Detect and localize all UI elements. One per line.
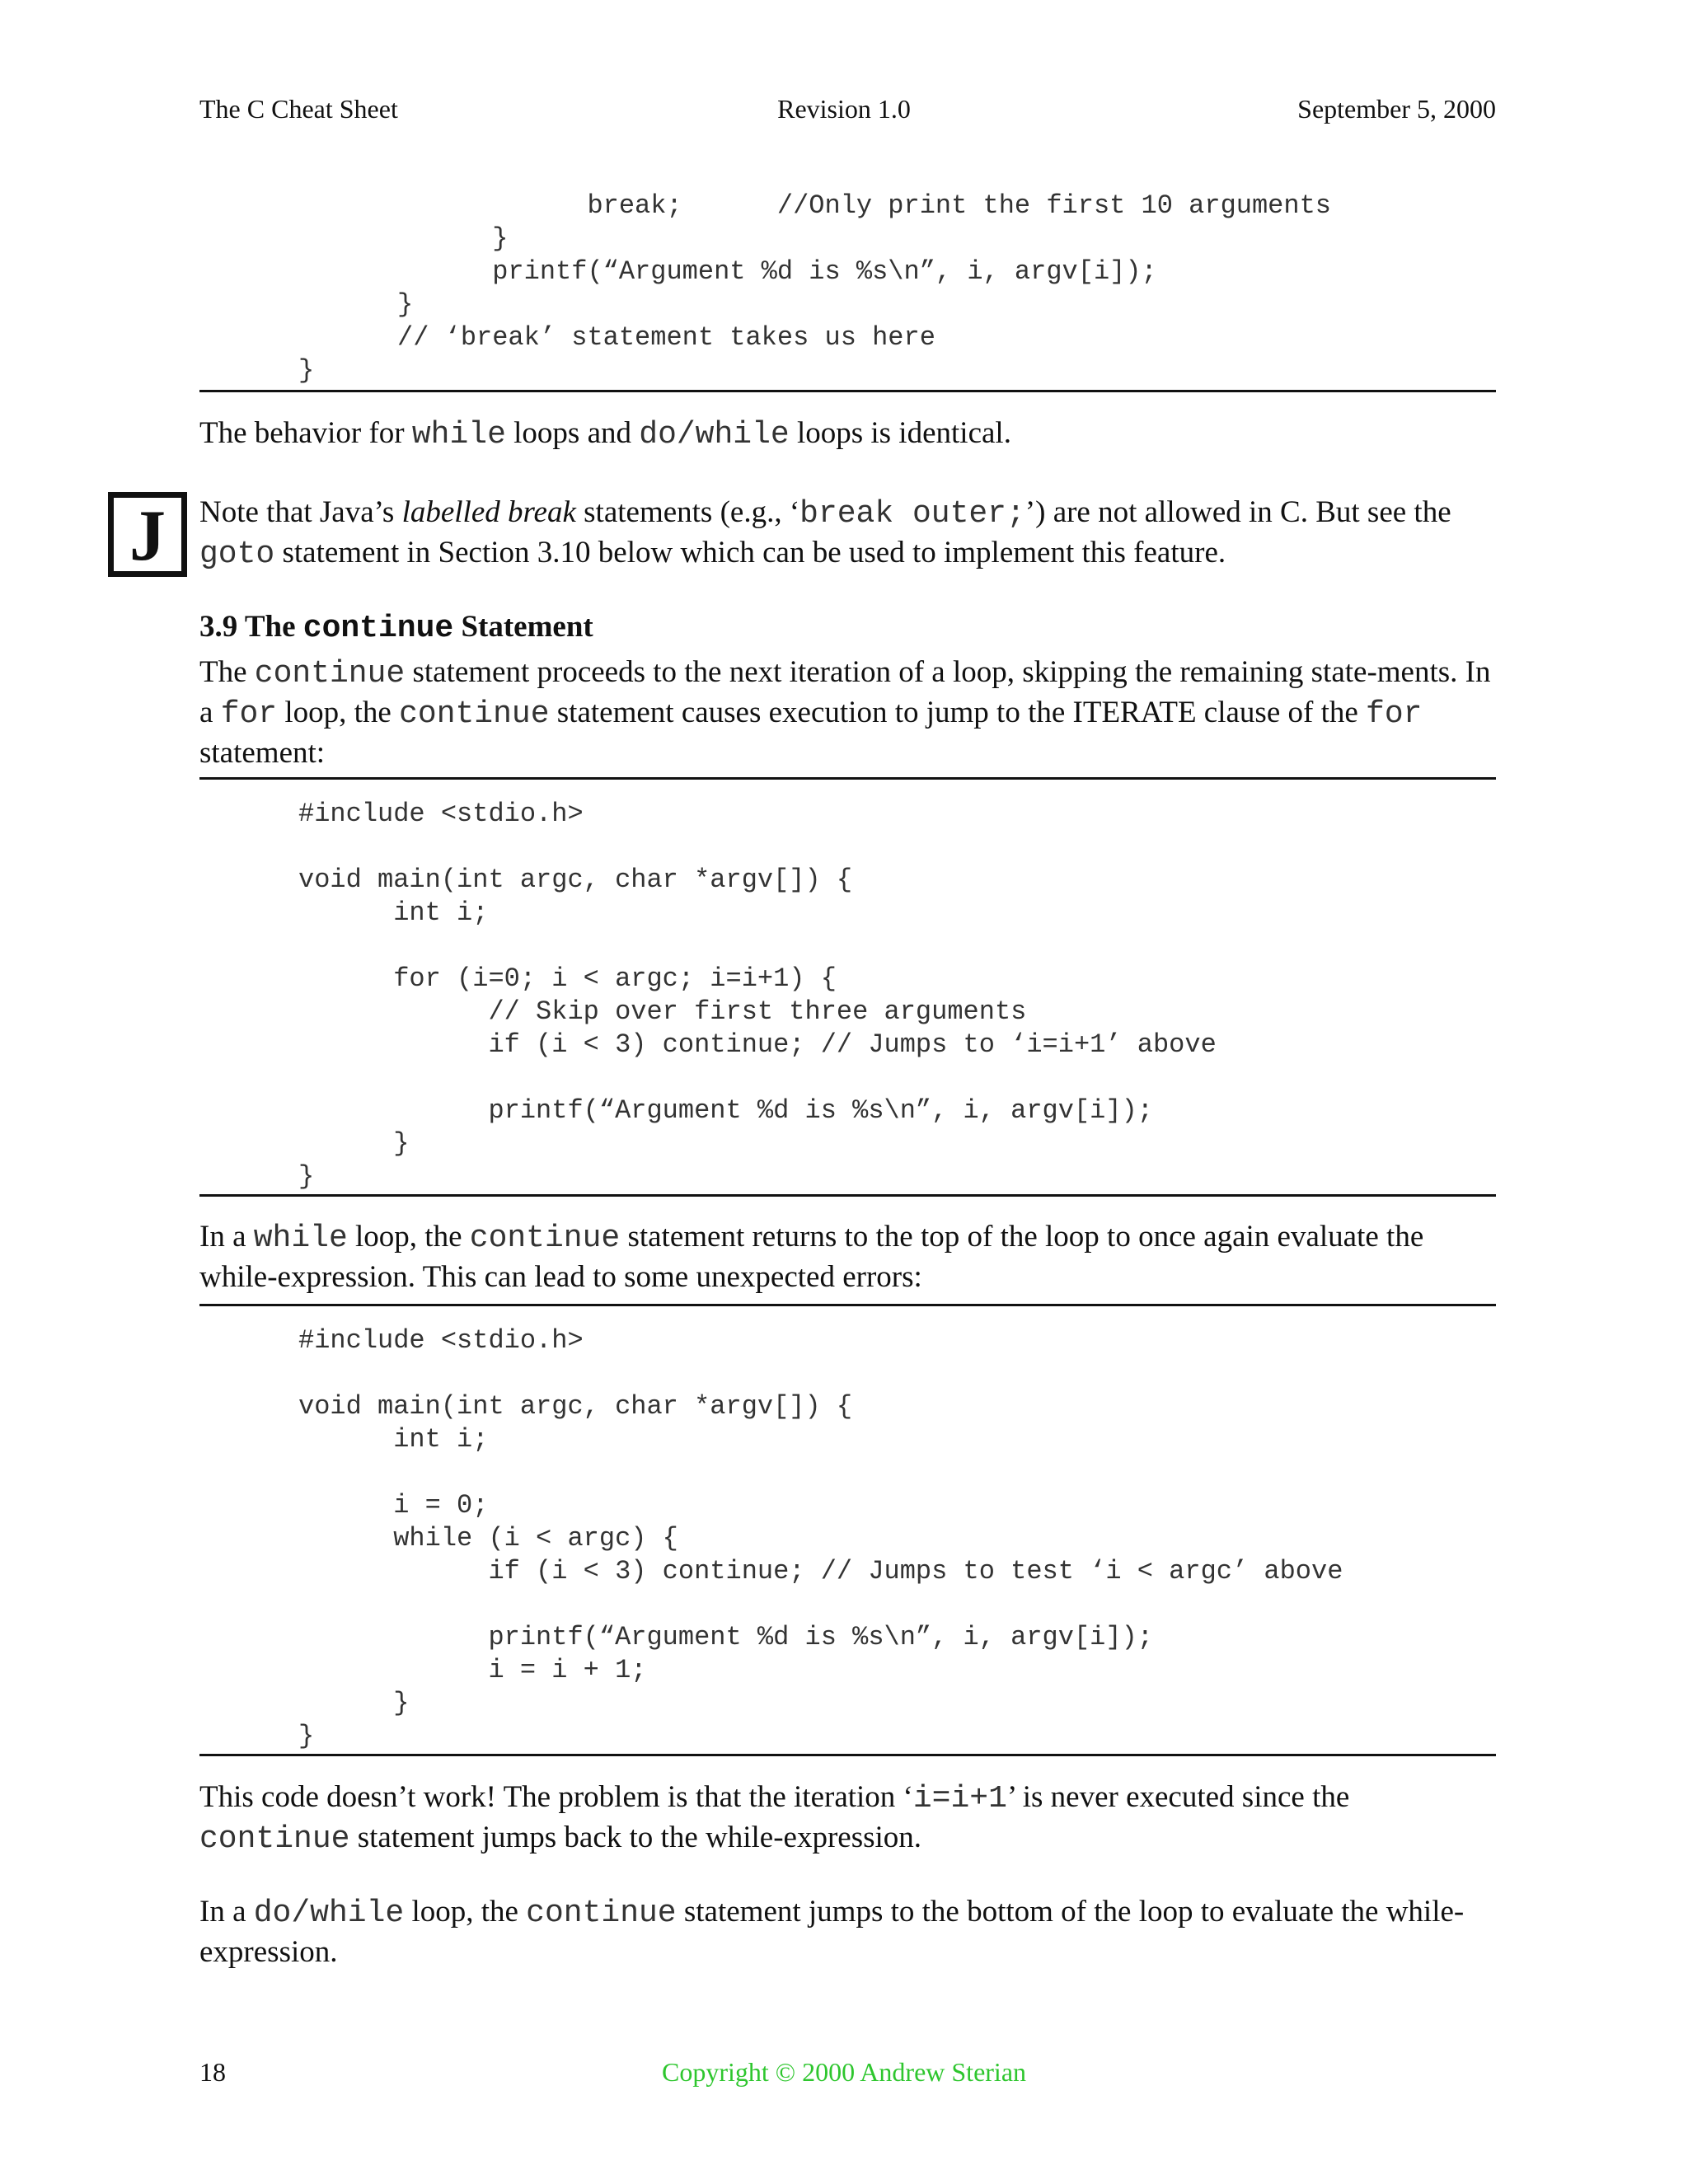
code-line: }: [298, 355, 315, 386]
page-number: 18: [199, 2057, 226, 2087]
code-line: }: [397, 223, 509, 254]
paragraph-do-while-continue: In a do/while loop, the continue statement jumps to the bottom of the loop to evaluate the while-expression.: [199, 1895, 1465, 1969]
paragraph-while-continue: In a while loop, the continue statement returns to the top of the loop to once again evaluate the while-expression. This can lead to some unexpected errors:: [199, 1220, 1424, 1294]
header-date: September 5, 2000: [1297, 94, 1496, 124]
code-line: printf(“Argument %d is %s\n”, i, argv[i]);: [397, 256, 1157, 287]
divider: [199, 1304, 1496, 1306]
header-title: The C Cheat Sheet: [199, 94, 398, 124]
divider: [199, 1754, 1496, 1756]
java-note-icon: J: [108, 492, 187, 577]
code-block-for-continue: #include <stdio.h> void main(int argc, char *argv[]) { int i; for (i=0; i < argc; i=i+1) { // Skip over first three arguments if (i < 3) continue; // Jumps to ‘i=i+1’ above printf(“Argument %d is %s\n”, i, argv[i]); } }: [298, 799, 1217, 1192]
paragraph-loop-behavior: The behavior for while loops and do/while loops is identical.: [199, 416, 1011, 452]
code-line: break; //Only print the first 10 arguments: [397, 190, 1331, 221]
paragraph-java-note: Note that Java’s labelled break statements (e.g., ‘break outer;’) are not allowed in C. But see the goto statement in Section 3.10 below which can be used to implement this feature.: [199, 495, 1451, 572]
copyright-notice: Copyright © 2000 Andrew Sterian: [661, 2057, 1027, 2087]
paragraph-continue-description: The continue statement proceeds to the next iteration of a loop, skipping the remaining state-ments. In a for loop, the continue statement causes execution to jump to the ITERATE clause of the for statement:: [199, 655, 1491, 770]
section-heading: 3.9 The continue Statement: [199, 610, 593, 646]
divider: [199, 390, 1496, 392]
code-block-while-continue: #include <stdio.h> void main(int argc, char *argv[]) { int i; i = 0; while (i < argc) { if (i < 3) continue; // Jumps to test ‘i < argc’ above printf(“Argument %d is %s\n”, i, argv[i]); i = i + 1; } }: [298, 1325, 1343, 1751]
code-line: // ‘break’ statement takes us here: [397, 322, 935, 353]
code-line: }: [397, 289, 414, 320]
divider: [199, 777, 1496, 780]
divider: [199, 1194, 1496, 1197]
paragraph-code-problem: This code doesn’t work! The problem is that the iteration ‘i=i+1’ is never executed since the continue statement jumps back to the while-expression.: [199, 1780, 1350, 1857]
header-revision: Revision 1.0: [777, 94, 911, 124]
